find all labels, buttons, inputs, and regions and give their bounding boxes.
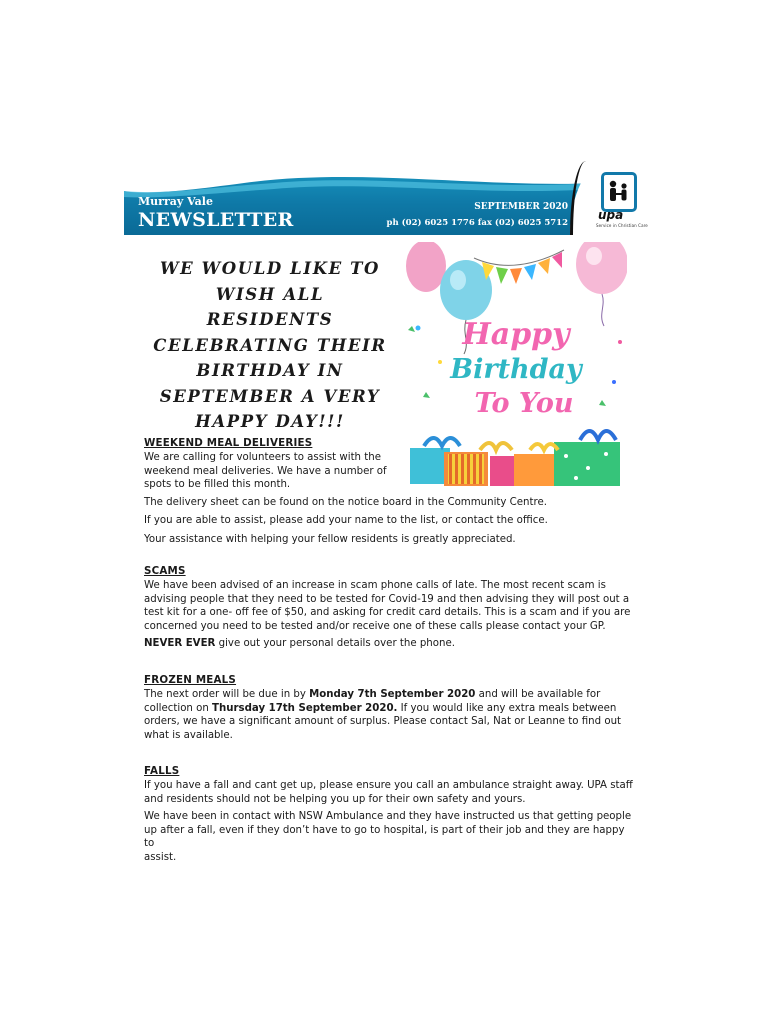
text-line: concerned you need to be tested and/or receive one of these calls please contact your GP. [144,620,606,632]
headline-line: CELEBRATING THEIR [153,335,387,355]
text-line: We have been in contact with NSW Ambulance and they have instructed us that getting people [144,811,632,822]
text-line: We are calling for volunteers to assist with the [144,452,381,463]
family-icon [604,175,634,209]
birthday-headline [150,256,390,435]
frozen-meals-paragraph [144,688,634,742]
headline-line: HAPPY DAY!!! [195,412,345,431]
text-run: and will be available for [475,689,601,700]
text-line: test kit for a one- off fee of $50, and asking for credit card details. This is a scam and if you are [144,607,631,618]
scams-heading: SCAMS [144,565,186,577]
text-line: up after a fall, even if they don’t have to go to hospital, is part of their job and they are happy to [144,824,625,849]
text-line: weekend meal deliveries. We have a number of [144,465,387,477]
newsletter-title: NEWSLETTER [138,209,294,231]
headline-line: WE WOULD LIKE TO [159,259,381,278]
appreciation-paragraph: Your assistance with helping your fellow residents is greatly appreciated. [144,534,516,545]
text-line: assist. [144,851,177,863]
falls-paragraph-1 [144,779,634,806]
text-line: orders, we have a significant amount of surplus. Please contact Sal, Nat or Leanne to find out [144,716,622,727]
text-line: and residents should not be helping you up for their own safety and yours. [144,793,526,805]
header-banner [124,161,644,235]
upa-logo-icon [601,172,637,212]
text-run: If you would like any extra meals between [397,702,617,714]
falls-paragraph-2 [144,810,634,864]
weekend-meals-intro [144,451,404,492]
assist-paragraph: If you are able to assist, please add your name to the list, or contact the office. [144,515,548,526]
headline-line: SEPTEMBER A VERY [159,386,381,406]
text-run: The next order will be due in by [144,689,310,700]
birthday-illustration [404,242,627,488]
text-line: spots to be filled this month. [144,479,291,490]
frozen-meals-heading: FROZEN MEALS [144,674,237,686]
text-line [144,702,634,716]
scams-paragraph [144,579,634,633]
logo-wordmark: upa [598,208,624,222]
headline-line: BIRTHDAY IN [196,361,344,380]
text-run: collection on [144,702,213,714]
scams-warning [144,637,624,651]
order-date: Monday 7th September 2020 [309,689,476,700]
logo-tagline: Service in Christian Care [596,223,648,228]
text-line: We have been advised of an increase in scam phone calls of late. The most recent scam is [144,580,606,591]
contact-numbers: ph (02) 6025 1776 fax (02) 6025 5712 [386,218,568,228]
text-line: what is available. [144,729,233,741]
text-line: If you have a fall and cant get up, please ensure you call an ambulance straight away. UPA staff [144,780,633,791]
birthday-text: Birthday [450,354,582,385]
headline-line: WISH ALL RESIDENTS [206,284,334,329]
pink-balloon-left [406,242,446,292]
to-you-text: To You [474,388,574,419]
weekend-meals-heading: WEEKEND MEAL DELIVERIES [144,437,313,449]
delivery-sheet-paragraph: The delivery sheet can be found on the notice board in the Community Centre. [144,497,547,508]
falls-heading: FALLS [144,765,180,777]
issue-date: SEPTEMBER 2020 [474,202,568,212]
text-line [144,688,634,702]
text-line: advising people that they need to be tested for Covid-19 and then advising they will post out a [144,593,630,605]
pink-balloon-right [576,242,627,294]
org-name: Murray Vale [138,195,213,208]
collection-date: Thursday 17th September 2020. [212,702,398,714]
warning-bold: NEVER EVER [144,638,216,649]
warning-rest: give out your personal details over the phone. [215,638,455,649]
happy-text: Happy [462,317,570,352]
